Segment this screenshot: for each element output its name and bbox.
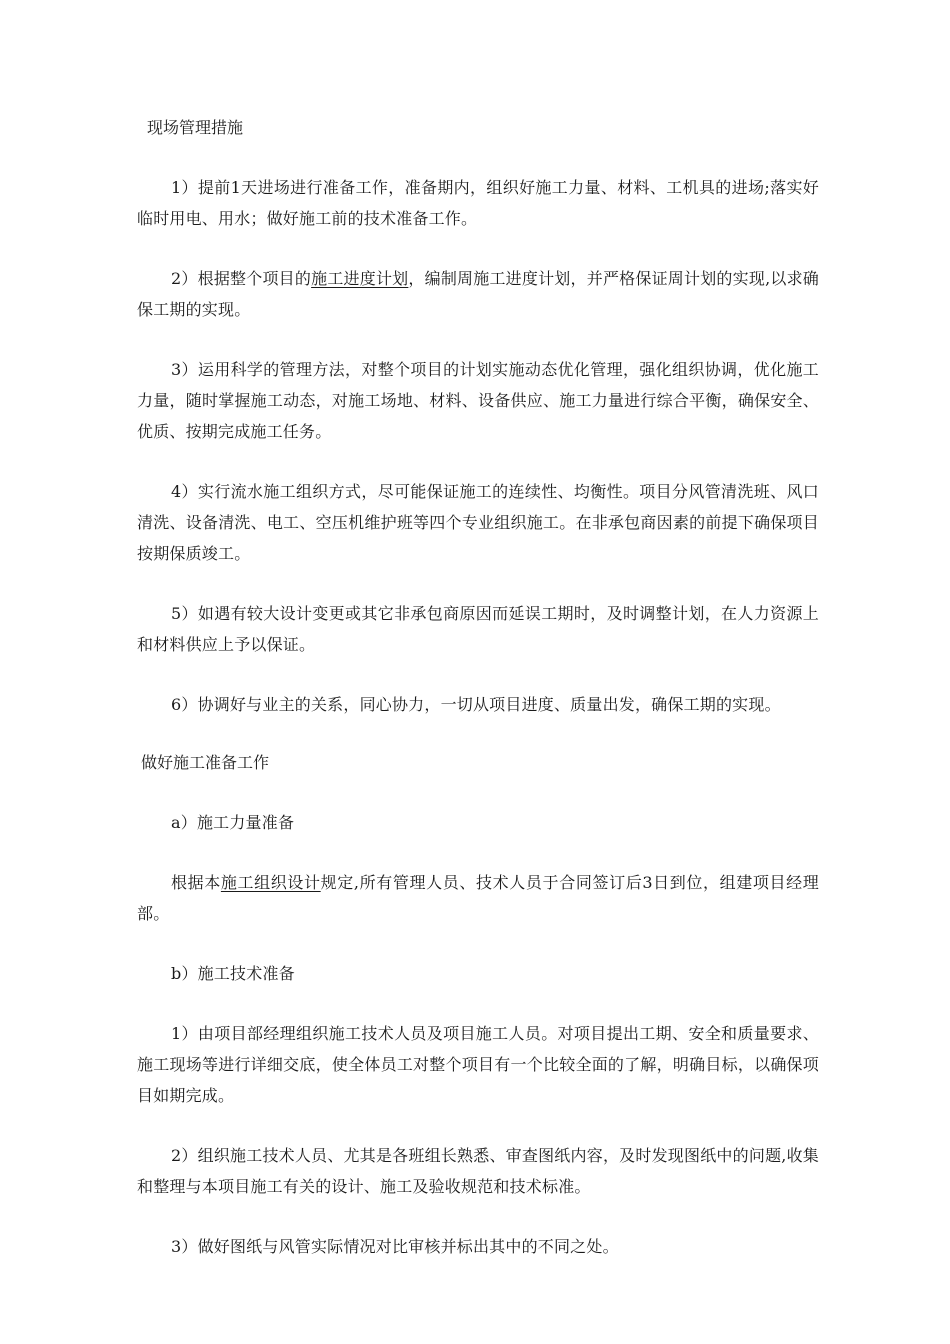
paragraph-item-6: 6）协调好与业主的关系，同心协力，一切从项目进度、质量出发，确保工期的实现。 — [171, 695, 781, 714]
paragraph-text: 规定,所有管理人员、技术人员于合同签订后3日到位，组建项目经理部。 — [137, 873, 819, 923]
paragraph-text: ，编制周施工进度计划，并严格保证周计划的实现,以求确保工期的实现。 — [137, 269, 819, 319]
link-construction-design[interactable]: 施工组织设计 — [220, 873, 321, 892]
paragraph-item-2 — [137, 263, 819, 325]
section-heading-preparation: 做好施工准备工作 — [141, 753, 270, 772]
link-construction-schedule[interactable]: 施工进度计划 — [311, 269, 409, 288]
subheading-a: a）施工力量准备 — [171, 813, 295, 832]
paragraph-text: 根据本 — [171, 873, 221, 892]
paragraph-a-body — [137, 867, 819, 929]
paragraph-text: 2）根据整个项目的 — [171, 269, 312, 288]
paragraph-b-item-1: 1）由项目部经理组织施工技术人员及项目施工人员。对项目提出工期、安全和质量要求、施工现场等进行详细交底，使全体员工对整个项目有一个比较全面的了解，明确目标，以确保项目如期完成。 — [137, 1024, 819, 1105]
subheading-b: b）施工技术准备 — [171, 964, 295, 983]
document-page — [137, 112, 819, 1262]
paragraph-item-5: 5）如遇有较大设计变更或其它非承包商原因而延误工期时，及时调整计划，在人力资源上和材料供应上予以保证。 — [137, 604, 819, 654]
paragraph-b-item-2: 2）组织施工技术人员、尤其是各班组长熟悉、审查图纸内容，及时发现图纸中的问题,收集和整理与本项目施工有关的设计、施工及验收规范和技术标准。 — [137, 1146, 819, 1196]
paragraph-item-1: 1）提前1天进场进行准备工作，准备期内，组织好施工力量、材料、工机具的进场;落实好临时用电、用水；做好施工前的技术准备工作。 — [137, 178, 819, 228]
paragraph-item-3: 3）运用科学的管理方法，对整个项目的计划实施动态优化管理，强化组织协调，优化施工力量，随时掌握施工动态，对施工场地、材料、设备供应、施工力量进行综合平衡，确保安全、优质、按期完成施工任务。 — [137, 360, 819, 441]
section-heading-site-management: 现场管理措施 — [147, 118, 244, 137]
paragraph-b-item-3: 3）做好图纸与风管实际情况对比审核并标出其中的不同之处。 — [171, 1237, 619, 1256]
paragraph-item-4: 4）实行流水施工组织方式，尽可能保证施工的连续性、均衡性。项目分风管清洗班、风口清洗、设备清洗、电工、空压机维护班等四个专业组织施工。在非承包商因素的前提下确保项目按期保质竣工。 — [137, 482, 819, 563]
